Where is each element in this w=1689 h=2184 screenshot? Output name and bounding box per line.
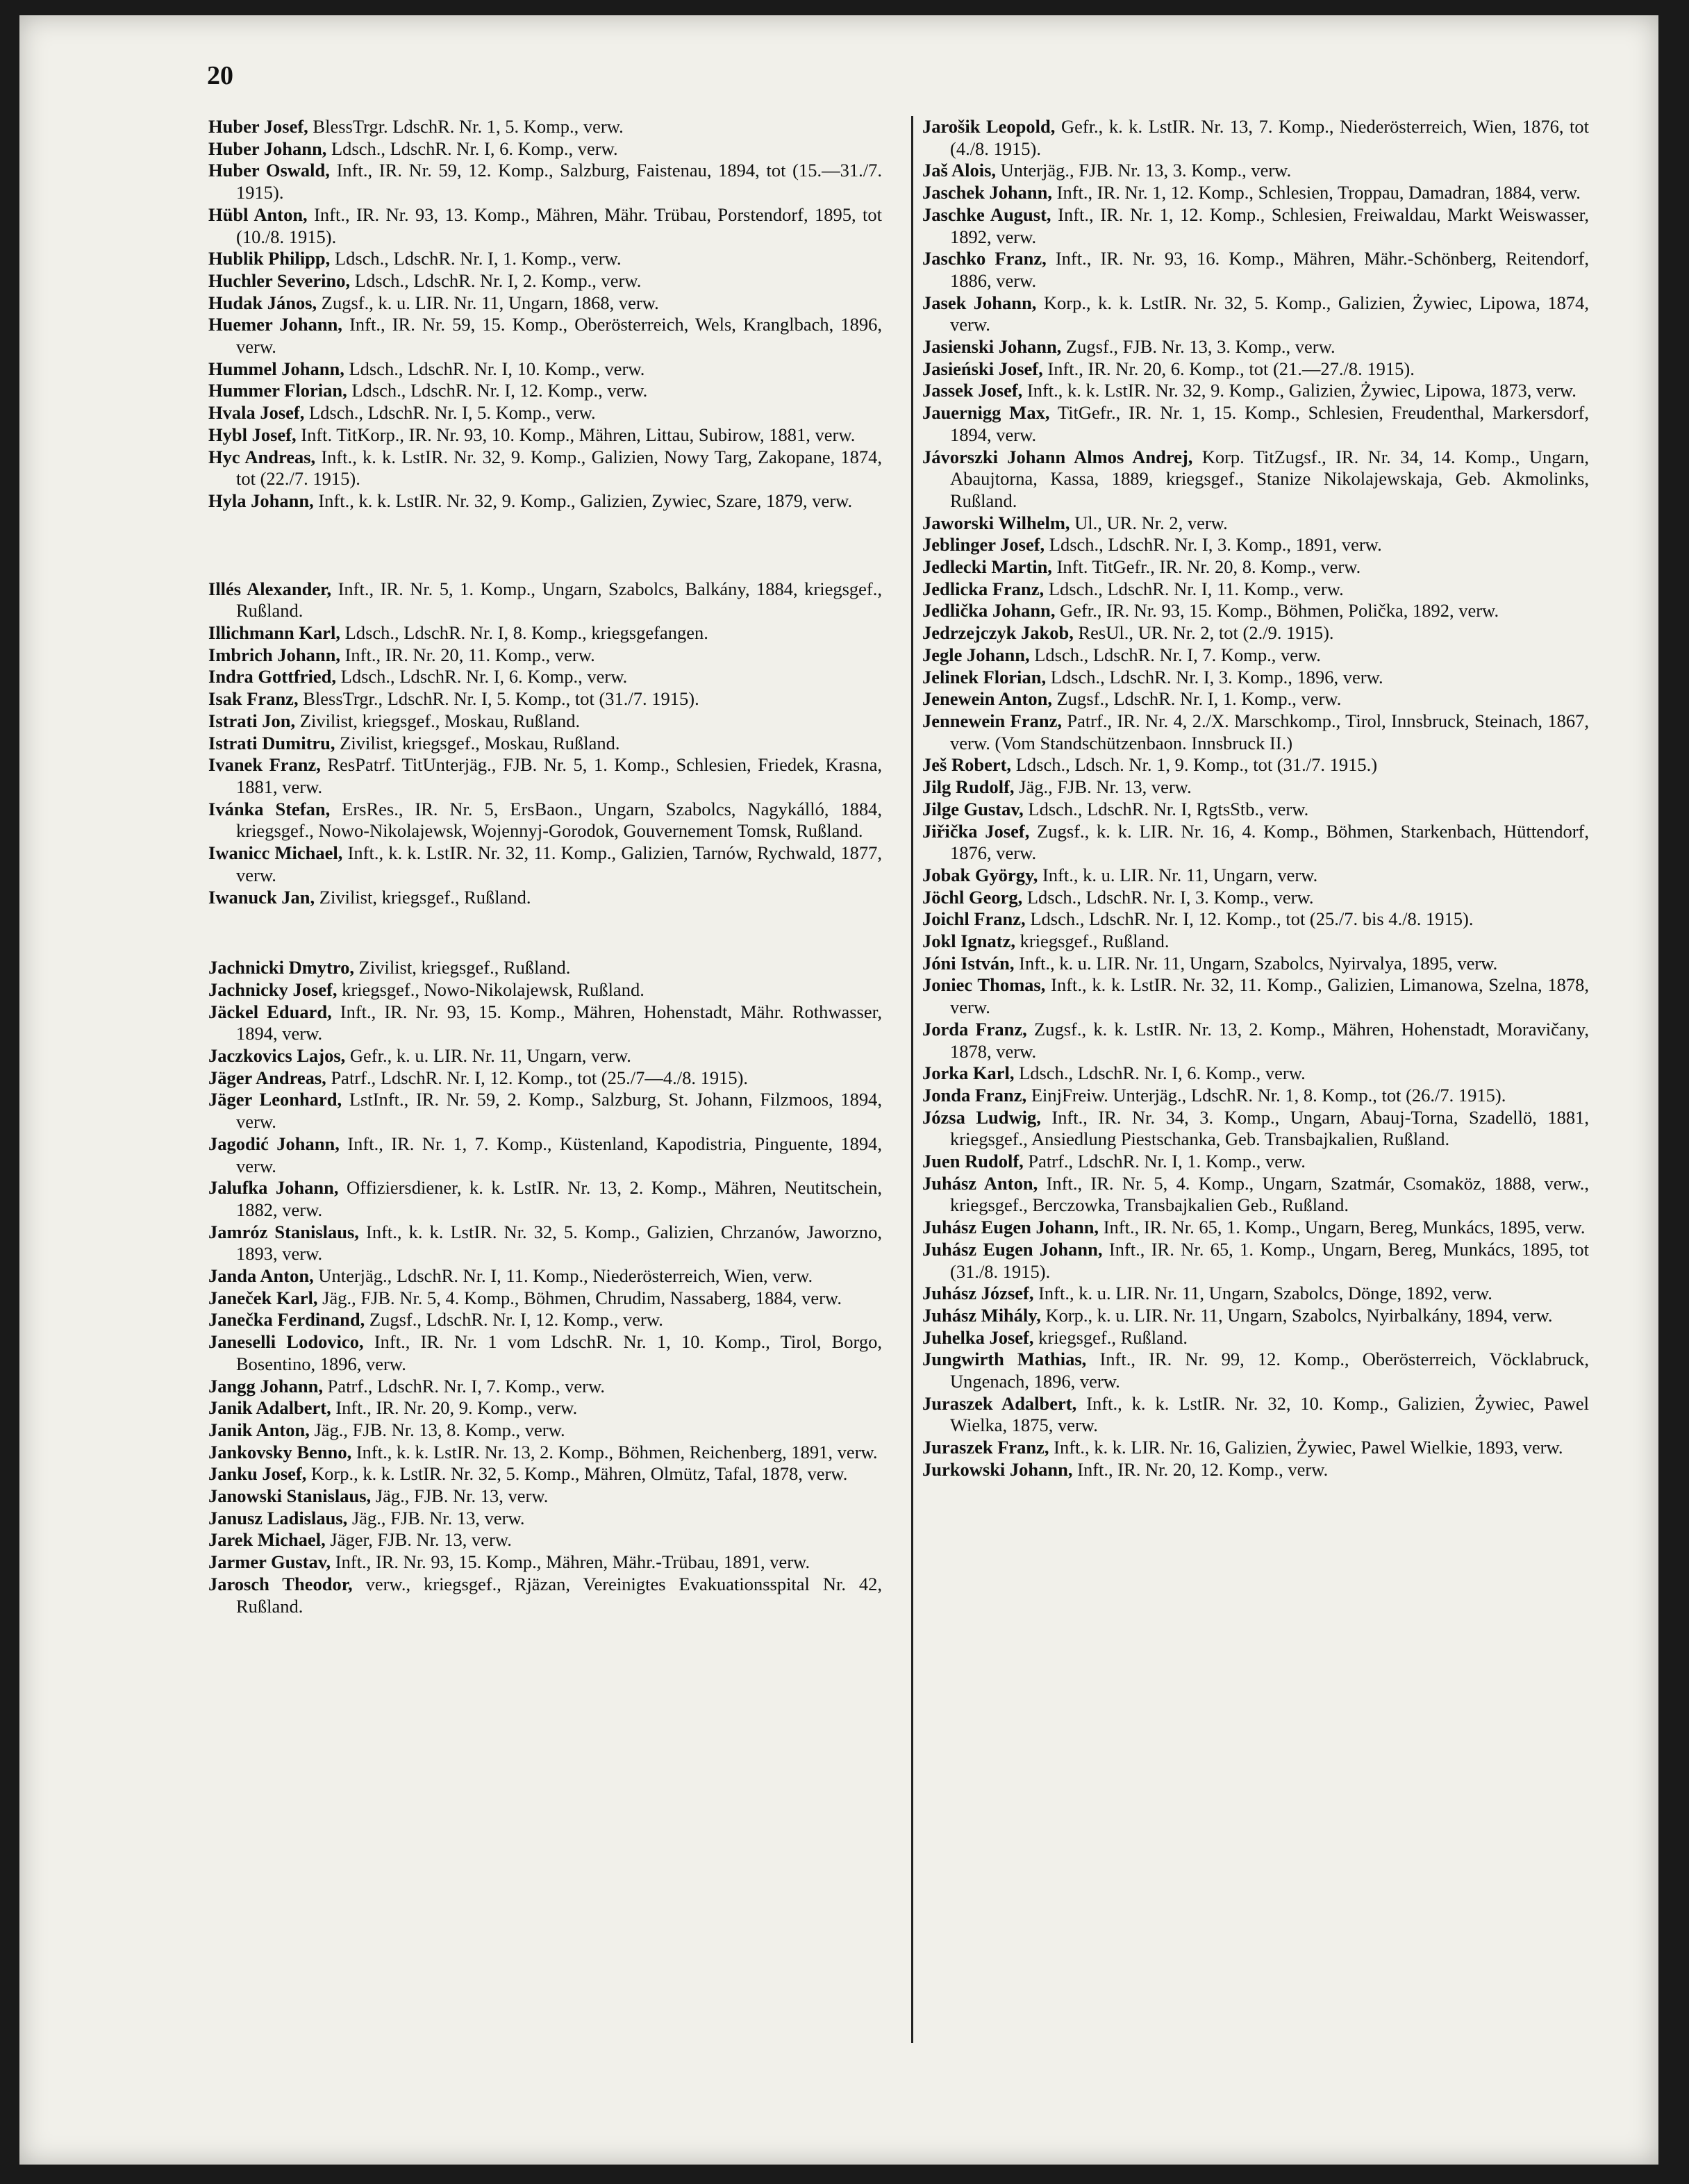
list-item	[922, 160, 1589, 182]
entry-details: Gefr., k. k. LstIR. Nr. 13, 7. Komp., Niederösterreich, Wien, 1876, tot (4./8. 1915).	[950, 116, 1590, 159]
entry-name: Jorka Karl,	[922, 1062, 1015, 1084]
list-item	[922, 248, 1589, 292]
entry-details: Ldsch., LdschR. Nr. I, 7. Komp., verw.	[1034, 644, 1321, 665]
list-item	[208, 666, 882, 688]
entry-name: Istrati Jon,	[208, 710, 296, 731]
entry-name: Jedlecki Martin,	[922, 556, 1052, 578]
list-item	[208, 644, 882, 667]
entry-details: Ldsch., LdschR. Nr. I, 12. Komp., verw.	[351, 380, 648, 401]
entry-details: Korp. TitZugsf., IR. Nr. 34, 14. Komp., Ungarn, Abaujtorna, Kassa, 1889, kriegsgef., Stanize Nikolajewskaja, Geb. Akmolinks, Rußland.	[950, 446, 1590, 511]
list-item	[208, 116, 882, 138]
list-item	[208, 1529, 882, 1551]
entry-details: Ldsch., LdschR. Nr. I, 6. Komp., verw.	[340, 666, 628, 687]
entry-name: Jiřička Josef,	[922, 820, 1030, 842]
entry-details: Inft., IR. Nr. 59, 15. Komp., Oberösterreich, Wels, Kranglbach, 1896, verw.	[236, 314, 883, 358]
list-item	[208, 578, 882, 622]
list-item	[922, 974, 1589, 1018]
entry-name: Istrati Dumitru,	[208, 732, 335, 753]
entry-name: Huchler Severino,	[208, 269, 351, 291]
list-item	[208, 1177, 882, 1221]
entry-details: Inft., IR. Nr. 1, 7. Komp., Küstenland, Kapodistria, Pinguente, 1894, verw.	[236, 1133, 883, 1176]
entry-name: Jasienski Johann,	[922, 336, 1062, 358]
entry-details: Inft., k. k. LstIR. Nr. 32, 9. Komp., Galizien, Żywiec, Lipowa, 1873, verw.	[1026, 380, 1576, 401]
entry-name: Jäger Leonhard,	[208, 1089, 342, 1110]
entry-name: Hyla Johann,	[208, 490, 314, 511]
entry-details: Inft., IR. Nr. 34, 3. Komp., Ungarn, Abauj-Torna, Szadellö, 1881, kriegsgef., Ansiedlung Piestschanka, Geb. Transbajkalien, Rußland.	[950, 1106, 1590, 1150]
list-item	[922, 380, 1589, 402]
entry-details: Inft., IR. Nr. 20, 12. Komp., verw.	[1077, 1458, 1329, 1480]
list-item	[922, 447, 1589, 512]
list-item	[922, 710, 1589, 754]
list-item	[922, 1085, 1589, 1107]
entry-name: Jassek Josef,	[922, 380, 1023, 401]
entry-name: Jarmer Gustav,	[208, 1551, 331, 1573]
entry-name: Jäger Andreas,	[208, 1067, 326, 1088]
list-item	[208, 248, 882, 270]
entry-details: Patrf., IR. Nr. 4, 2./X. Marschkomp., Tirol, Innsbruck, Steinach, 1867, verw. (Vom Standschützenbaon. Innsbruck II.)	[950, 710, 1590, 753]
entry-name: Jilg Rudolf,	[922, 776, 1015, 798]
entry-details: Jäger, FJB. Nr. 13, verw.	[330, 1529, 512, 1551]
entry-details: Inft., IR. Nr. 65, 1. Komp., Ungarn, Bereg, Munkács, 1895, tot (31./8. 1915).	[950, 1238, 1590, 1282]
entry-details: Unterjäg., FJB. Nr. 13, 3. Komp., verw.	[1000, 160, 1292, 181]
group-spacer	[208, 908, 882, 957]
entry-details: Jäg., FJB. Nr. 13, verw.	[351, 1507, 525, 1528]
entry-name: Jasieński Josef,	[922, 358, 1043, 379]
entry-details: ErsRes., IR. Nr. 5, ErsBaon., Ungarn, Szabolcs, Nagykálló, 1884, kriegsgef., Nowo-Nikolajewsk, Wojennyj-Gorodok, Gouvernement Tomsk, Rußland.	[236, 798, 882, 842]
entry-details: Ldsch., LdschR. Nr. I, 1. Komp., verw.	[334, 248, 622, 269]
entry-details: Inft., IR. Nr. 1, 12. Komp., Schlesien, Troppau, Damadran, 1884, verw.	[1056, 182, 1581, 203]
list-item	[208, 1485, 882, 1508]
list-item	[208, 688, 882, 710]
list-item	[208, 1133, 882, 1177]
entry-details: Zugsf., LdschR. Nr. I, 1. Komp., verw.	[1056, 688, 1342, 710]
entry-group-right	[922, 116, 1589, 1481]
entry-name: Janowski Stanislaus,	[208, 1485, 372, 1507]
list-item	[922, 600, 1589, 622]
entry-name: Juhelka Josef,	[922, 1326, 1034, 1348]
left-column	[208, 116, 882, 1617]
entry-group-h	[208, 116, 882, 512]
list-item	[922, 336, 1589, 358]
entry-details: Inft., IR. Nr. 93, 13. Komp., Mähren, Mähr. Trübau, Porstendorf, 1895, tot (10./8. 1915).	[236, 203, 882, 247]
entry-name: Juhász Eugen Johann,	[922, 1217, 1099, 1238]
entry-details: Inft., k. k. LstIR. Nr. 13, 2. Komp., Böhmen, Reichenberg, 1891, verw.	[356, 1441, 878, 1462]
list-item	[922, 1107, 1589, 1151]
entry-name: Ješ Robert,	[922, 754, 1012, 776]
list-item	[208, 160, 882, 203]
entry-details: Inft., IR. Nr. 20, 9. Komp., verw.	[335, 1397, 578, 1419]
entry-name: Janik Anton,	[208, 1419, 310, 1440]
entry-name: Jauernigg Max,	[922, 402, 1050, 424]
list-item	[208, 1574, 882, 1617]
entry-details: Zivilist, kriegsgef., Moskau, Rußland.	[299, 710, 581, 731]
entry-details: Korp., k. k. LstIR. Nr. 32, 5. Komp., Mähren, Olmütz, Tafal, 1878, verw.	[311, 1463, 848, 1485]
entry-details: Ldsch., Ldsch. Nr. 1, 9. Komp., tot (31./7. 1915.)	[1015, 754, 1378, 776]
entry-name: Jegle Johann,	[922, 644, 1030, 665]
list-item	[208, 1067, 882, 1090]
list-item	[208, 292, 882, 315]
entry-name: Jagodić Johann,	[208, 1133, 340, 1154]
entry-name: Huber Johann,	[208, 137, 327, 159]
entry-details: Ldsch., LdschR. Nr. I, 5. Komp., verw.	[309, 402, 596, 424]
entry-details: Ldsch., LdschR. Nr. I, 3. Komp., 1891, verw.	[1049, 534, 1382, 556]
entry-details: Korp., k. k. LstIR. Nr. 32, 5. Komp., Galizien, Żywiec, Lipowa, 1874, verw.	[950, 292, 1590, 335]
list-item	[922, 1459, 1589, 1481]
entry-details: Inft. TitGefr., IR. Nr. 20, 8. Komp., verw.	[1056, 556, 1361, 578]
entry-details: Zivilist, kriegsgef., Rußland.	[358, 957, 571, 978]
list-item	[208, 622, 882, 644]
entry-name: Janeselli Lodovico,	[208, 1331, 364, 1353]
list-item	[208, 314, 882, 358]
entry-details: Ldsch., LdschR. Nr. I, 6. Komp., verw.	[1019, 1062, 1306, 1084]
list-item	[922, 1173, 1589, 1217]
entry-name: Jedrzejczyk Jakob,	[922, 622, 1074, 644]
entry-name: Juhász Mihály,	[922, 1304, 1041, 1326]
entry-name: Hvala Josef,	[208, 402, 305, 424]
entry-name: Jaczkovics Lajos,	[208, 1045, 346, 1067]
list-item	[208, 380, 882, 402]
list-item	[208, 1309, 882, 1331]
entry-name: Illichmann Karl,	[208, 622, 340, 644]
list-item	[922, 821, 1589, 865]
entry-details: Gefr., IR. Nr. 93, 15. Komp., Böhmen, Polička, 1892, verw.	[1060, 600, 1499, 622]
entry-details: Inft., IR. Nr. 20, 6. Komp., tot (21.—27./8. 1915).	[1047, 358, 1415, 379]
entry-name: Huber Oswald,	[208, 160, 330, 181]
list-item	[208, 1331, 882, 1375]
list-item	[208, 842, 882, 886]
entry-name: Jöchl Georg,	[922, 886, 1023, 908]
list-item	[208, 710, 882, 733]
entry-details: Zugsf., FJB. Nr. 13, 3. Komp., verw.	[1065, 336, 1336, 358]
entry-name: Jenewein Anton,	[922, 688, 1052, 710]
list-item	[208, 1419, 882, 1442]
entry-details: Ul., UR. Nr. 2, verw.	[1074, 512, 1228, 533]
entry-details: Ldsch., LdschR. Nr. I, 12. Komp., tot (25./7. bis 4./8. 1915).	[1030, 908, 1474, 930]
entry-details: Inft., k. u. LIR. Nr. 11, Ungarn, verw.	[1042, 864, 1318, 885]
list-item	[208, 1442, 882, 1464]
list-item	[922, 799, 1589, 821]
entry-name: Jarošik Leopold,	[922, 116, 1056, 137]
entry-details: Jäg., FJB. Nr. 13, verw.	[375, 1485, 549, 1507]
list-item	[922, 887, 1589, 909]
entry-details: Jäg., FJB. Nr. 13, verw.	[1019, 776, 1192, 798]
entry-details: Ldsch., LdschR. Nr. I, 3. Komp., verw.	[1026, 886, 1314, 908]
list-item	[922, 402, 1589, 446]
entry-name: Joichl Franz,	[922, 908, 1026, 930]
entry-details: Inft., IR. Nr. 99, 12. Komp., Oberösterreich, Vöcklabruck, Ungenach, 1896, verw.	[950, 1349, 1589, 1392]
list-item	[922, 1151, 1589, 1173]
entry-details: verw., kriegsgef., Rjäzan, Vereinigtes Evakuationsspital Nr. 42, Rußland.	[236, 1573, 882, 1617]
entry-name: Janku Josef,	[208, 1463, 307, 1485]
list-item	[922, 358, 1589, 381]
entry-details: ResPatrf. TitUnterjäg., FJB. Nr. 5, 1. Komp., Schlesien, Friedek, Krasna, 1881, verw.	[236, 754, 883, 797]
entry-details: Inft., IR. Nr. 59, 12. Komp., Salzburg, Faistenau, 1894, tot (15.—31./7. 1915).	[236, 160, 882, 203]
list-item	[208, 887, 882, 909]
list-item	[922, 754, 1589, 776]
entry-details: Inft., k. k. LstIR. Nr. 32, 9. Komp., Galizien, Nowy Targ, Zakopane, 1874, tot (22./7. 1915).	[236, 446, 882, 490]
list-item	[208, 1045, 882, 1067]
entry-details: Zugsf., k. k. LstIR. Nr. 13, 2. Komp., Mähren, Hohenstadt, Moravičany, 1878, verw.	[950, 1018, 1589, 1062]
entry-details: Zugsf., k. k. LIR. Nr. 16, 4. Komp., Böhmen, Starkenbach, Hüttendorf, 1876, verw.	[950, 820, 1590, 864]
entry-name: Jelinek Florian,	[922, 666, 1047, 687]
entry-details: Patrf., LdschR. Nr. I, 12. Komp., tot (25./7—4./8. 1915).	[331, 1067, 749, 1088]
entry-details: EinjFreiw. Unterjäg., LdschR. Nr. 1, 8. Komp., tot (26./7. 1915).	[1031, 1084, 1506, 1106]
entry-details: Korp., k. u. LIR. Nr. 11, Ungarn, Szabolcs, Nyirbalkány, 1894, verw.	[1045, 1304, 1553, 1326]
list-item	[208, 1376, 882, 1398]
entry-details: TitGefr., IR. Nr. 1, 15. Komp., Schlesien, Freudenthal, Markersdorf, 1894, verw.	[950, 402, 1589, 445]
list-item	[922, 182, 1589, 204]
list-item	[208, 733, 882, 755]
list-item	[922, 644, 1589, 667]
entry-details: Unterjäg., LdschR. Nr. I, 11. Komp., Niederösterreich, Wien, verw.	[318, 1265, 813, 1287]
entry-name: Jachnicky Josef,	[208, 978, 338, 1000]
page-number: 20	[207, 61, 233, 90]
entry-name: Imbrich Johann,	[208, 644, 340, 665]
entry-name: Jamróz Stanislaus,	[208, 1221, 359, 1242]
entry-name: Hummel Johann,	[208, 358, 344, 379]
entry-details: Ldsch., LdschR. Nr. I, 6. Komp., verw.	[331, 137, 618, 159]
entry-name: Józsa Ludwig,	[922, 1106, 1041, 1128]
list-item	[208, 754, 882, 798]
entry-details: Zugsf., LdschR. Nr. I, 12. Komp., verw.	[369, 1309, 663, 1331]
list-item	[922, 1062, 1589, 1085]
entry-details: Inft., k. k. LstIR. Nr. 32, 11. Komp., Galizien, Limanowa, Szelna, 1878, verw.	[950, 974, 1590, 1018]
list-item	[208, 957, 882, 979]
entry-details: LstInft., IR. Nr. 59, 2. Komp., Salzburg, St. Johann, Filzmoos, 1894, verw.	[236, 1089, 883, 1133]
entry-name: Jachnicki Dmytro,	[208, 957, 355, 978]
entry-details: Ldsch., LdschR. Nr. I, 2. Komp., verw.	[354, 269, 642, 291]
list-item	[208, 424, 882, 447]
entry-name: Joniec Thomas,	[922, 974, 1046, 996]
list-item	[208, 402, 882, 424]
entry-name: Janečka Ferdinand,	[208, 1309, 365, 1331]
list-item	[922, 953, 1589, 975]
entry-details: Inft., IR. Nr. 93, 15. Komp., Mähren, Hohenstadt, Mähr. Rothwasser, 1894, verw.	[236, 1001, 882, 1044]
entry-details: Inft., k. k. LstIR. Nr. 32, 10. Komp., Galizien, Żywiec, Pawel Wielka, 1875, verw.	[950, 1392, 1590, 1436]
entry-name: Jaš Alois,	[922, 160, 997, 181]
list-item	[208, 358, 882, 381]
entry-name: Jarek Michael,	[208, 1529, 326, 1551]
list-item	[208, 1265, 882, 1287]
entry-name: Juen Rudolf,	[922, 1151, 1024, 1172]
entry-name: Hudak János,	[208, 292, 317, 313]
entry-name: Jaschko Franz,	[922, 248, 1047, 269]
entry-details: Inft. TitKorp., IR. Nr. 93, 10. Komp., Mähren, Littau, Subirow, 1881, verw.	[301, 424, 856, 445]
right-column	[922, 116, 1589, 1481]
entry-name: Hübl Anton,	[208, 203, 308, 225]
entry-name: Jedlicka Franz,	[922, 578, 1045, 599]
list-item	[922, 1217, 1589, 1239]
entry-details: Inft., k. u. LIR. Nr. 11, Ungarn, Szabolcs, Nyirvalya, 1895, verw.	[1019, 952, 1498, 974]
entry-name: Janusz Ladislaus,	[208, 1507, 348, 1528]
entry-details: Zugsf., k. u. LIR. Nr. 11, Ungarn, 1868, verw.	[321, 292, 659, 313]
entry-details: Patrf., LdschR. Nr. I, 1. Komp., verw.	[1028, 1151, 1306, 1172]
list-item	[922, 931, 1589, 953]
list-item	[922, 865, 1589, 887]
entry-group-i	[208, 578, 882, 909]
entry-name: Janeček Karl,	[208, 1287, 318, 1308]
entry-name: Jávorszki Johann Almos Andrej,	[922, 446, 1193, 467]
entry-name: Jobak György,	[922, 864, 1038, 885]
entry-details: kriegsgef., Nowo-Nikolajewsk, Rußland.	[342, 978, 644, 1000]
entry-details: kriegsgef., Rußland.	[1020, 931, 1170, 952]
entry-name: Jaworski Wilhelm,	[922, 512, 1070, 533]
entry-name: Jangg Johann,	[208, 1375, 323, 1397]
list-item	[208, 1222, 882, 1265]
entry-name: Jäckel Eduard,	[208, 1001, 332, 1022]
list-item	[208, 1397, 882, 1419]
entry-name: Jonda Franz,	[922, 1084, 1027, 1106]
entry-name: Ivanek Franz,	[208, 754, 321, 776]
entry-details: Inft., k. k. LstIR. Nr. 32, 5. Komp., Galizien, Chrzanów, Jaworzno, 1893, verw.	[236, 1221, 882, 1265]
entry-name: Illés Alexander,	[208, 578, 332, 599]
entry-details: Inft., k. k. LstIR. Nr. 32, 11. Komp., Galizien, Tarnów, Rychwald, 1877, verw.	[236, 842, 882, 885]
list-item	[922, 292, 1589, 336]
list-item	[208, 1089, 882, 1133]
entry-details: Patrf., LdschR. Nr. I, 7. Komp., verw.	[327, 1375, 605, 1397]
entry-name: Jorda Franz,	[922, 1018, 1027, 1040]
list-item	[208, 447, 882, 490]
entry-details: Inft., k. k. LstIR. Nr. 32, 9. Komp., Galizien, Zywiec, Szare, 1879, verw.	[318, 490, 853, 511]
entry-details: Inft., IR. Nr. 20, 11. Komp., verw.	[344, 644, 595, 665]
list-item	[922, 1393, 1589, 1437]
entry-details: Inft., IR. Nr. 93, 15. Komp., Mähren, Mähr.-Trübau, 1891, verw.	[335, 1551, 810, 1573]
list-item	[208, 1287, 882, 1310]
entry-details: Inft., k. u. LIR. Nr. 11, Ungarn, Szabolcs, Dönge, 1892, verw.	[1038, 1283, 1492, 1304]
entry-details: Inft., IR. Nr. 1 vom LdschR. Nr. 1, 10. Komp., Tirol, Borgo, Bosentino, 1896, verw.	[236, 1331, 882, 1374]
entry-details: Zivilist, kriegsgef., Rußland.	[319, 886, 531, 908]
list-item	[922, 534, 1589, 556]
entry-name: Jilge Gustav,	[922, 798, 1024, 819]
entry-name: Iwanuck Jan,	[208, 886, 315, 908]
entry-details: Offiziersdiener, k. k. LstIR. Nr. 13, 2. Komp., Mähren, Neutitschein, 1882, verw.	[236, 1177, 882, 1220]
column-divider	[911, 116, 913, 2043]
entry-name: Jóni István,	[922, 952, 1015, 974]
entry-name: Ivánka Stefan,	[208, 798, 331, 819]
list-item	[922, 776, 1589, 799]
list-item	[922, 556, 1589, 578]
document-page	[19, 15, 1658, 2165]
list-item	[922, 512, 1589, 535]
entry-details: Ldsch., LdschR. Nr. I, 8. Komp., kriegsgefangen.	[344, 622, 708, 644]
list-item	[922, 1283, 1589, 1305]
entry-details: Zivilist, kriegsgef., Moskau, Rußland.	[340, 732, 620, 753]
entry-details: Inft., IR. Nr. 5, 1. Komp., Ungarn, Szabolcs, Balkány, 1884, kriegsgef., Rußland.	[236, 578, 883, 622]
entry-name: Jaschke August,	[922, 203, 1051, 225]
entry-details: BlessTrgr. LdschR. Nr. 1, 5. Komp., verw.	[313, 116, 624, 137]
list-item	[208, 1551, 882, 1574]
group-spacer	[208, 512, 882, 578]
list-item	[922, 688, 1589, 710]
list-item	[208, 490, 882, 512]
list-item	[922, 622, 1589, 644]
entry-details: ResUl., UR. Nr. 2, tot (2./9. 1915).	[1078, 622, 1334, 644]
entry-name: Jasek Johann,	[922, 292, 1037, 313]
entry-details: Inft., IR. Nr. 93, 16. Komp., Mähren, Mähr.-Schönberg, Reitendorf, 1886, verw.	[950, 248, 1590, 291]
entry-details: Inft., k. k. LIR. Nr. 16, Galizien, Żywiec, Pawel Wielkie, 1893, verw.	[1054, 1437, 1563, 1458]
entry-name: Hybl Josef,	[208, 424, 297, 445]
entry-name: Jaschek Johann,	[922, 182, 1053, 203]
entry-name: Huber Josef,	[208, 116, 308, 137]
list-item	[208, 979, 882, 1001]
entry-name: Juraszek Franz,	[922, 1437, 1049, 1458]
list-item	[922, 1019, 1589, 1062]
entry-name: Indra Gottfried,	[208, 666, 337, 687]
entry-group-j	[208, 957, 882, 1617]
entry-details: Ldsch., LdschR. Nr. I, 10. Komp., verw.	[349, 358, 645, 379]
entry-details: Ldsch., LdschR. Nr. I, 3. Komp., 1896, verw.	[1050, 666, 1383, 687]
list-item	[922, 578, 1589, 601]
entry-name: Juhász Anton,	[922, 1172, 1038, 1194]
entry-details: Inft., IR. Nr. 65, 1. Komp., Ungarn, Bereg, Munkács, 1895, verw.	[1103, 1217, 1586, 1238]
entry-details: Gefr., k. u. LIR. Nr. 11, Ungarn, verw.	[349, 1045, 631, 1067]
entry-name: Hublik Philipp,	[208, 248, 331, 269]
entry-name: Jedlička Johann,	[922, 600, 1056, 622]
entry-name: Jungwirth Mathias,	[922, 1349, 1087, 1370]
list-item	[922, 1305, 1589, 1327]
entry-name: Jalufka Johann,	[208, 1177, 339, 1199]
list-item	[208, 138, 882, 160]
list-item	[208, 1001, 882, 1045]
entry-name: Janik Adalbert,	[208, 1397, 331, 1419]
list-item	[922, 1239, 1589, 1283]
entry-name: Juraszek Adalbert,	[922, 1392, 1077, 1414]
list-item	[208, 1463, 882, 1485]
entry-name: Jarosch Theodor,	[208, 1573, 353, 1594]
entry-name: Huemer Johann,	[208, 314, 342, 335]
list-item	[922, 116, 1589, 160]
entry-name: Jeblinger Josef,	[922, 534, 1045, 556]
list-item	[922, 1349, 1589, 1392]
entry-name: Juhász Eugen Johann,	[922, 1238, 1103, 1260]
entry-name: Juhász József,	[922, 1283, 1034, 1304]
entry-details: Jäg., FJB. Nr. 5, 4. Komp., Böhmen, Chrudim, Nassaberg, 1884, verw.	[322, 1287, 842, 1308]
entry-name: Iwanicc Michael,	[208, 842, 343, 864]
entry-name: Jennewein Franz,	[922, 710, 1062, 731]
list-item	[208, 799, 882, 842]
list-item	[922, 667, 1589, 689]
list-item	[208, 270, 882, 292]
list-item	[922, 1327, 1589, 1349]
entry-details: Inft., IR. Nr. 5, 4. Komp., Ungarn, Szatmár, Csomaköz, 1888, verw., kriegsgef., Berczowka, Transbajkalien Geb., Rußland.	[950, 1172, 1589, 1216]
entry-name: Hyc Andreas,	[208, 446, 316, 467]
list-item	[922, 204, 1589, 248]
entry-name: Hummer Florian,	[208, 380, 347, 401]
entry-name: Jankovsky Benno,	[208, 1441, 352, 1462]
entry-details: Ldsch., LdschR. Nr. I, 11. Komp., verw.	[1048, 578, 1344, 599]
entry-details: kriegsgef., Rußland.	[1038, 1326, 1188, 1348]
entry-details: Jäg., FJB. Nr. 13, 8. Komp., verw.	[314, 1419, 565, 1440]
entry-name: Jokl Ignatz,	[922, 931, 1015, 952]
entry-details: BlessTrgr., LdschR. Nr. I, 5. Komp., tot (31./7. 1915).	[303, 688, 699, 710]
list-item	[208, 204, 882, 248]
entry-name: Isak Franz,	[208, 688, 299, 710]
entry-name: Janda Anton,	[208, 1265, 314, 1287]
entry-details: Inft., IR. Nr. 1, 12. Komp., Schlesien, Freiwaldau, Markt Weiswasser, 1892, verw.	[950, 203, 1589, 247]
list-item	[208, 1508, 882, 1530]
entry-name: Jurkowski Johann,	[922, 1458, 1073, 1480]
list-item	[922, 908, 1589, 931]
entry-details: Ldsch., LdschR. Nr. I, RgtsStb., verw.	[1028, 798, 1309, 819]
list-item	[922, 1437, 1589, 1459]
